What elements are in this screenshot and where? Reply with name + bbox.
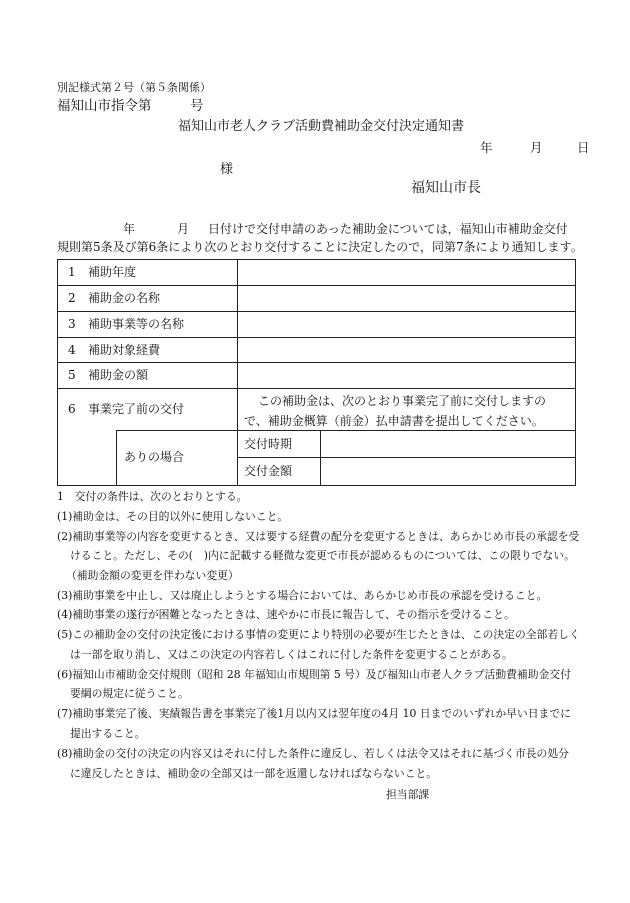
row-label-text: 補助対象経費 — [88, 343, 161, 357]
row-number: 5 — [68, 368, 76, 382]
condition-line: けること。ただし、その( )内に記載する軽微な変更で市長が認めるものについては、この限りでない。 — [70, 549, 575, 562]
date-day-label: 日 — [577, 140, 590, 155]
advance-payment-note — [237, 388, 576, 431]
order-number-suffix: 号 — [190, 98, 204, 114]
advance-note-line-2: で、補助金概算（前金）払申請書を提出してください。 — [244, 414, 544, 428]
row-value-project-name — [237, 311, 576, 338]
condition-line: (5)この補助金の交付の決定後における事情の変更により特別の必要が生じたときは、この決定の全部若しく — [57, 628, 580, 641]
row-value-fiscal-year — [237, 259, 576, 286]
issuer-name: 福知山市長 — [411, 180, 481, 196]
conditions-heading: 1 交付の条件は、次のとおりとする。 — [57, 490, 248, 503]
condition-line: (4)補助事業の遂行が困難となったときは、速やかに市長に報告して、その指示を受けること。 — [57, 608, 515, 621]
condition-line: (3)補助事業を中止し、又は廃止しようとする場合においては、あらかじめ市長の承認を受けること。 — [57, 589, 548, 602]
row-value-eligible-expenses — [237, 337, 576, 363]
advance-note-line-1: この補助金は、次のとおり事業完了前に交付しますの — [258, 394, 547, 408]
condition-line: 提出すること。 — [70, 727, 146, 740]
row-label-subsidy-amount — [57, 362, 238, 389]
row-number: 6 — [68, 402, 76, 416]
condition-line: (8)補助金の交付の決定の内容又はそれに付した条件に違反し、若しくは法令又はそれに基づく市長の処分 — [57, 747, 569, 760]
payment-amount-value — [320, 457, 576, 486]
addressee-suffix: 様 — [220, 162, 234, 177]
intro-month-label: 月 — [177, 222, 190, 236]
order-number-prefix: 福知山市指令第 — [57, 98, 152, 114]
row-number: 3 — [68, 317, 76, 331]
condition-line: (7)補助事業完了後、実績報告書を事業完了後1月以内又は翌年度の4月 10 日までのいずれか早い日までに — [57, 707, 571, 720]
payment-timing-label: 交付時期 — [237, 430, 321, 458]
intro-line-2: 規則第5条及び第6条により次のとおり交付することに決定したので，同第7条により通知します。 — [57, 240, 583, 254]
row-value-subsidy-amount — [237, 362, 576, 389]
advance-case-label: ありの場合 — [116, 430, 238, 486]
row-label-advance-payment — [57, 388, 238, 431]
intro-line-1: 日付けで交付申請のあった補助金については，福知山市補助金交付 — [208, 222, 568, 236]
date-year-label: 年 — [480, 140, 493, 155]
row-label-fiscal-year — [57, 259, 238, 286]
condition-line: に違反したときは、補助金の全部又は一部を返還しなければならないこと。 — [70, 767, 438, 780]
department-label: 担当部課 — [386, 788, 430, 801]
condition-line: 要綱の規定に従うこと。 — [70, 687, 189, 700]
row-label-text: 補助年度 — [88, 265, 137, 279]
row-label-project-name — [57, 311, 238, 338]
payment-amount-label: 交付金額 — [237, 457, 321, 486]
row-label-text: 補助金の名称 — [88, 291, 161, 305]
advance-spacer-cell — [57, 430, 117, 486]
row-label-eligible-expenses — [57, 337, 238, 363]
condition-line: （補助金額の変更を伴わない変更） — [66, 569, 239, 582]
condition-line: は一部を取り消し、又はこの決定の内容若しくはこれに付した条件を変更することがある。 — [70, 648, 513, 661]
row-value-subsidy-name — [237, 285, 576, 312]
date-month-label: 月 — [530, 140, 543, 155]
condition-line: (2)補助事業等の内容を変更するとき、又は要する経費の配分を変更するときは、あらかじめ市長の承認を受 — [57, 530, 580, 543]
row-number: 2 — [68, 291, 76, 305]
row-label-subsidy-name — [57, 285, 238, 312]
payment-timing-value — [320, 430, 576, 458]
intro-year-label: 年 — [123, 222, 136, 236]
row-number: 1 — [68, 265, 76, 279]
row-number: 4 — [68, 343, 76, 357]
document-title: 福知山市老人クラブ活動費補助金交付決定通知書 — [178, 119, 465, 134]
row-label-text: 補助金の額 — [88, 368, 149, 382]
condition-line: (6)福知山市補助金交付規則（昭和 28 年福知山市規則第 5 号）及び福知山市老人クラブ活動費補助金交付 — [57, 668, 571, 681]
form-reference: 別記様式第２号（第５条関係） — [57, 81, 211, 94]
row-label-text: 事業完了前の交付 — [88, 402, 185, 416]
condition-line: (1)補助金は、その目的以外に使用しないこと。 — [57, 510, 289, 523]
row-label-text: 補助事業等の名称 — [88, 317, 185, 331]
